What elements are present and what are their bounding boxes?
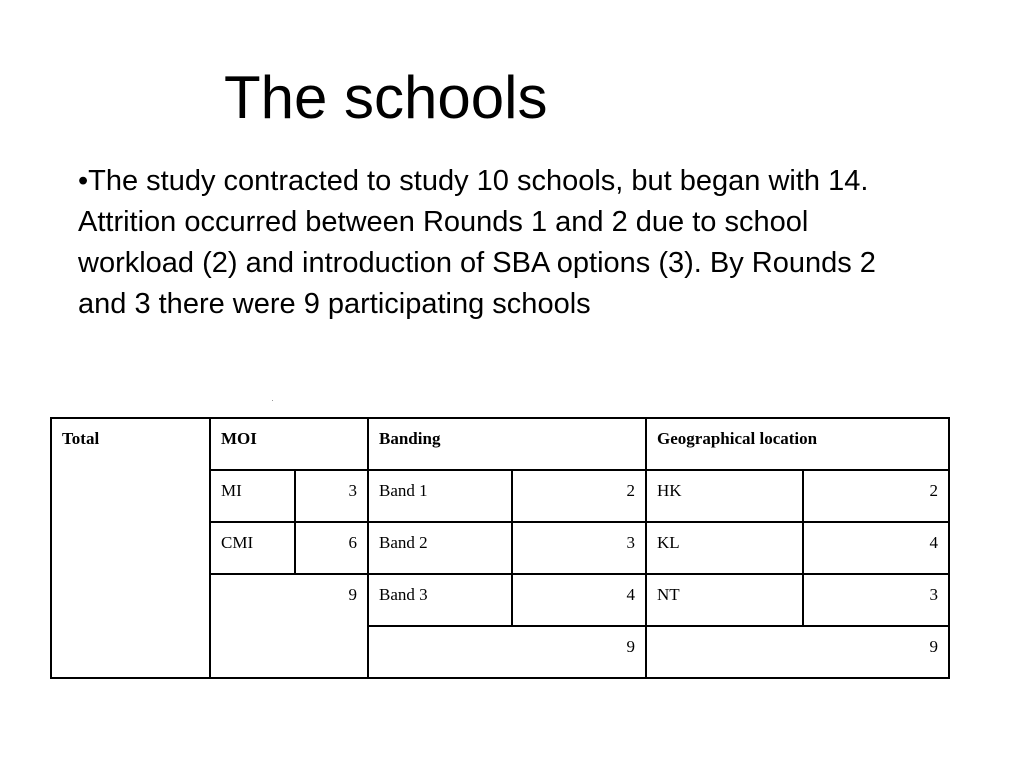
location-label-cell: HK (646, 470, 803, 522)
schools-table (50, 417, 950, 679)
table-row (51, 418, 949, 470)
band-label-cell: Band 3 (368, 574, 512, 626)
location-value-cell: 2 (803, 470, 949, 522)
location-value-cell: 3 (803, 574, 949, 626)
moi-label-cell: CMI (210, 522, 295, 574)
band-label-cell: Band 1 (368, 470, 512, 522)
band-value-cell: 3 (512, 522, 646, 574)
moi-label-cell: MI (210, 470, 295, 522)
location-total-cell: 9 (646, 626, 949, 678)
moi-value-cell: 6 (295, 522, 368, 574)
header-location: Geographical location (646, 418, 949, 470)
header-total: Total (51, 418, 210, 678)
moi-total-cell: 9 (210, 574, 368, 678)
stray-dot (272, 400, 273, 401)
header-banding: Banding (368, 418, 646, 470)
moi-value-cell: 3 (295, 470, 368, 522)
location-label-cell: NT (646, 574, 803, 626)
slide-body-text: •The study contracted to study 10 schools, but began with 14. Attrition occurred between Rounds 1 and 2 due to school workload (2) and introduction of SBA options (3). By Rounds 2 and 3 there were 9 participating schools (78, 165, 876, 320)
slide-title: The schools (224, 64, 548, 131)
band-value-cell: 2 (512, 470, 646, 522)
band-value-cell: 4 (512, 574, 646, 626)
header-moi: MOI (210, 418, 368, 470)
band-label-cell: Band 2 (368, 522, 512, 574)
location-label-cell: KL (646, 522, 803, 574)
location-value-cell: 4 (803, 522, 949, 574)
banding-total-cell: 9 (368, 626, 646, 678)
